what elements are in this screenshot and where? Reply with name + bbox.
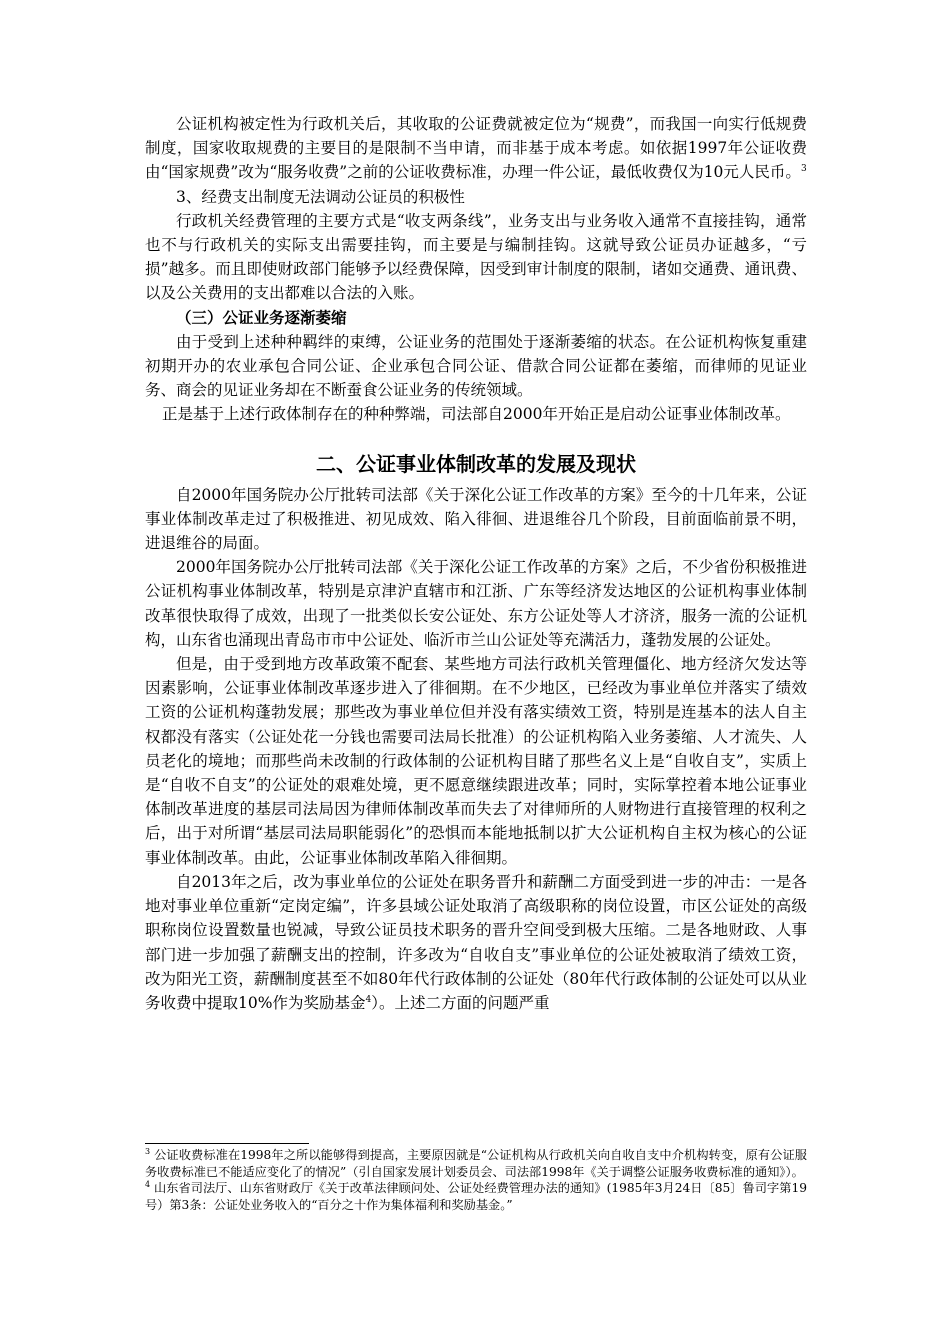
subheading-numbered: 3、经费支出制度无法调动公证员的积极性 [176, 187, 465, 206]
footnote-text: 公证收费标准在1998年之所以能够得到提高，主要原因就是“公证机构从行政机关向自收自支中介机构转变，原有公证服务收费标准已不能适应变化了的情况”（引自国家发展计划委员会、司法部1998年《关于调整公证服务收费标准的通知》）。 [145, 1148, 807, 1179]
section-title: 二、公证事业体制改革的发展及现状 [316, 451, 636, 476]
footnote-mark: 3 [145, 1146, 151, 1156]
footnote-text: 山东省司法厅、山东省财政厅《关于改革法律顾问处、公证处经费管理办法的通知》(1985年3月24日〔85〕鲁司字第19号）第3条：公证处业务收入的“百分之十作为集体福利和奖励基金。” [145, 1181, 807, 1212]
body-paragraph: 正是基于上述行政体制存在的种种弊端，司法部自2000年开始正是启动公证事业体制改革。 [162, 405, 791, 424]
body-paragraph: 行政机关经费管理的主要方式是“收支两条线”，业务支出与业务收入通常不直接挂钩，通常也不与行政机关的实际支出需要挂钩，而主要是与编制挂钩。这就导致公证员办证越多，“亏损”越多。而且即使财政部门能够予以经费保障，因受到审计制度的限制，诸如交通费、通讯费、以及公关费用的支出都难以合法的入账。 [145, 211, 807, 303]
footnotes [145, 1147, 807, 1213]
document-page [145, 112, 807, 1015]
body-paragraph: 2000年国务院办公厅批转司法部《关于深化公证工作改革的方案》之后，不少省份积极推进公证机构事业体制改革，特别是京津沪直辖市和江浙、广东等经济发达地区的公证机构事业体制改革很快取得了成效，出现了一批类似长安公证处、东方公证处等人才济济，服务一流的公证机构，山东省也涌现出青岛市市中公证处、临沂市兰山公证处等充满活力，蓬勃发展的公证处。 [145, 558, 807, 649]
footnote-separator [145, 1143, 309, 1144]
footnote-4 [145, 1180, 807, 1213]
body-paragraph [145, 870, 807, 1015]
paragraph-text: 自2013年之后，改为事业单位的公证处在职务晋升和薪酬二方面受到进一步的冲击：一是各地对事业单位重新“定岗定编”，许多县域公证处取消了高级职称的岗位设置，市区公证处的高级职称岗位设置数量也锐减，导致公证员技术职务的晋升空间受到极大压缩。二是各地财政、人事部门进一步加强了薪酬支出的控制，许多改为“自收自支”事业单位的公证处被取消了绩效工资，改为阳光工资，薪酬制度甚至不如80年代行政体制的公证处（80年代行政体制的公证处可以从业务收费中提取10%作为奖励基金 [145, 872, 807, 1012]
subheading-bold: （三）公证业务逐渐萎缩 [176, 308, 347, 327]
footnote-3 [145, 1147, 807, 1180]
footnote-ref[interactable]: 4 [365, 994, 372, 1005]
footnote-mark: 4 [145, 1180, 151, 1190]
body-paragraph [145, 112, 807, 185]
body-paragraph: 但是，由于受到地方改革政策不配套、某些地方司法行政机关管理僵化、地方经济欠发达等因素影响，公证事业体制改革逐步进入了徘徊期。在不少地区，已经改为事业单位并落实了绩效工资的公证机构蓬勃发展；那些改为事业单位但并没有落实绩效工资，特别是连基本的法人自主权都没有落实（公证处花一分钱也需要司法局长批准）的公证机构陷入业务萎缩、人才流失、人员老化的境地；而那些尚未改制的行政体制的公证机构目睹了那些名义上是“自收自支”，实质上是“自收不自支”的公证处的艰难处境，更不愿意继续跟进改革；同时，实际掌控着本地公证事业体制改革进度的基层司法局因为律师体制改革而失去了对律师所的人财物进行直接管理的权利之后，出于对所谓“基层司法局职能弱化”的恐惧而本能地抵制以扩大公证机构自主权为核心的公证事业体制改革。由此，公证事业体制改革陷入徘徊期。 [145, 655, 807, 867]
body-paragraph: 自2000年国务院办公厅批转司法部《关于深化公证工作改革的方案》至今的十几年来，公证事业体制改革走过了积极推进、初见成效、陷入徘徊、进退维谷几个阶段，目前面临前景不明，进退维谷的局面。 [145, 485, 807, 553]
body-paragraph: 由于受到上述种种羁绊的束缚，公证业务的范围处于逐渐萎缩的状态。在公证机构恢复重建初期开办的农业承包合同公证、企业承包合同公证、借款合同公证都在萎缩，而律师的见证业务、商会的见证业务却在不断蚕食公证业务的传统领域。 [145, 332, 807, 400]
paragraph-text: ）。上述二方面的问题严重 [371, 993, 550, 1012]
footnote-ref[interactable]: 3 [800, 164, 807, 175]
paragraph-text: 公证机构被定性为行政机关后，其收取的公证费就被定位为“规费”，而我国一向实行低规费制度，国家收取规费的主要目的是限制不当申请，而非基于成本考虑。如依据1997年公证收费由“国家规费”改为“服务收费”之前的公证收费标准，办理一件公证，最低收费仅为10元人民币。 [145, 115, 807, 182]
